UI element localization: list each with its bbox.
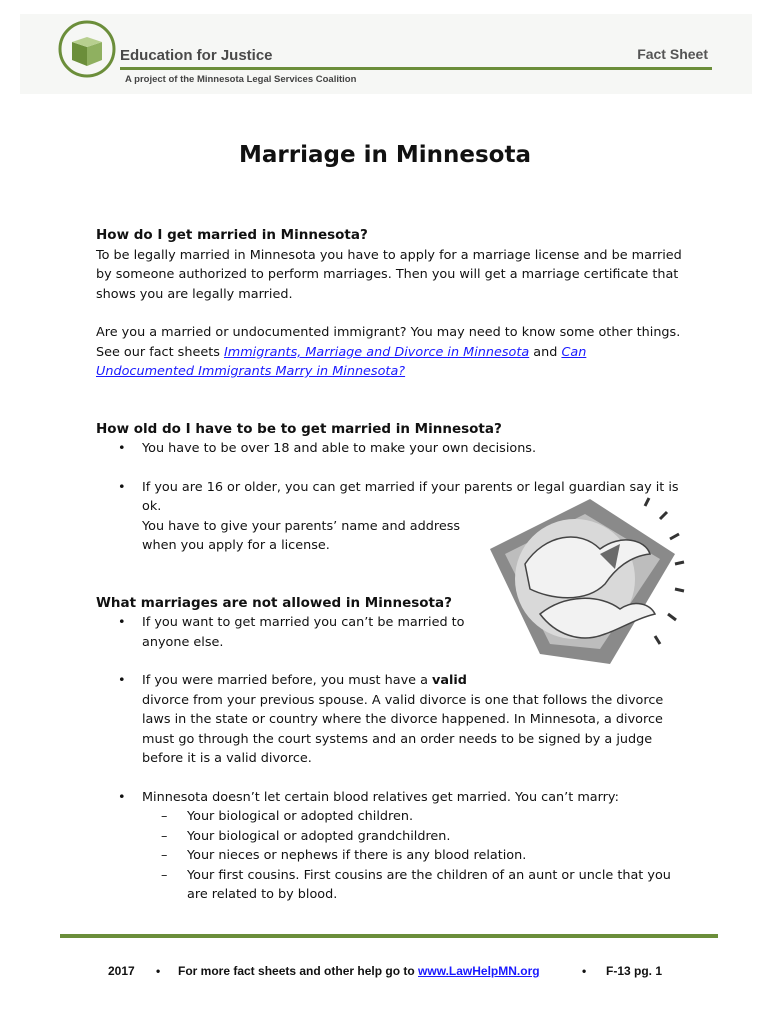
text: If you are 16 or older, you can get married if your parents or legal guardian say it is ok. [142,479,679,514]
doc-type-label: Fact Sheet [637,46,708,62]
bold-text: valid [432,673,467,688]
dash-item: – Your biological or adopted children. [96,807,686,827]
page-header [20,14,752,94]
page-code: F-13 pg. 1 [606,964,663,978]
link-undocumented-marry[interactable]: Can Undocumented Immigrants Marry in Minnesota? [96,344,587,379]
header-rule [120,67,712,70]
list-item [96,671,686,769]
text: and [529,344,562,360]
org-name: Education for Justice [120,47,273,64]
section-heading: How old do I have to be to get married in Minnesota? [96,420,502,437]
lawhelpmn-link[interactable]: www.LawHelpMN.org [418,964,540,978]
dash-item: – Your biological or adopted grandchildren. [96,827,686,847]
text: For more fact sheets and other help go to [178,964,419,978]
dash-item: – Your first cousins. First cousins are the children of an aunt or uncle that you are related to by blood. [96,866,686,905]
page-title: Marriage in Minnesota [239,142,531,168]
paragraph [96,323,686,382]
text: when you apply for a license. [142,538,330,553]
footer-rule [60,934,718,938]
dash-item: – Your nieces or nephews if there is any blood relation. [96,846,686,866]
text: You have to give your parents’ name and address [142,518,461,534]
section-how-to-marry [96,226,686,382]
text: If you want to get married you can’t be married to [142,615,465,630]
paragraph: To be legally married in Minnesota you have to apply for a marriage license and be married by someone authorized to perform marriages. Then you will get a marriage certificate that shows you are legally married. [96,247,682,302]
footer-bullet: • [582,964,587,978]
section-heading: What marriages are not allowed in Minnesota? [96,594,452,611]
text: Are you a married or undocumented immigrant? You may need to know some other things. See our fact sheets [96,325,681,360]
text: divorce from your previous spouse. A valid divorce is one that follows the divorce laws in the state or country where the divorce happened. In Minnesota, a divorce must go through the court systems and an order needs to be signed by a judge before it is a valid divorce. [142,692,664,766]
link-immigrants-marriage-divorce[interactable]: Immigrants, Marriage and Divorce in Minnesota [223,344,530,360]
section-heading: How do I get married in Minnesota? [96,227,368,243]
list-item: • You have to be over 18 and able to make your own decisions. [96,439,686,459]
footer-bullet: • [156,964,161,978]
tagline: A project of the Minnesota Legal Services Coalition [125,74,357,85]
text: If you were married before, you must have a [142,673,433,688]
list-item: • Minnesota doesn’t let certain blood relatives get married. You can’t marry: [96,788,686,808]
text: anyone else. [142,634,224,650]
footer-text [178,964,540,978]
doves-illustration [470,494,685,669]
footer-year: 2017 [108,964,135,978]
book-logo-icon [58,20,116,78]
